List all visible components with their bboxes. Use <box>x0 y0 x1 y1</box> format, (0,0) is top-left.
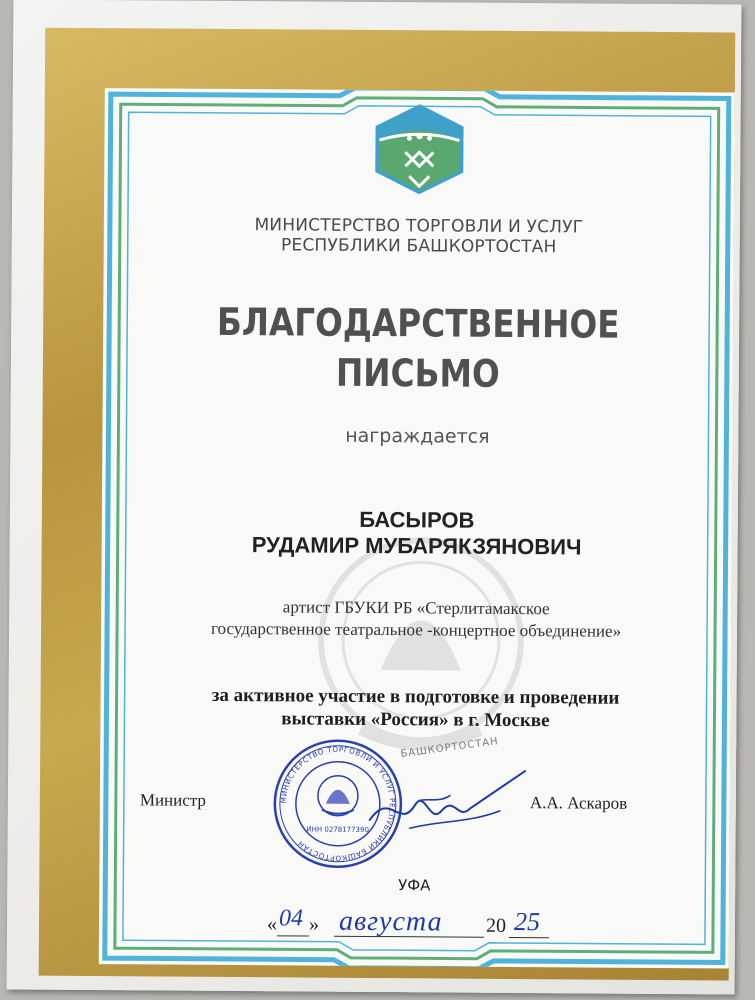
date-day-underline <box>277 935 309 936</box>
document-title-line1: БЛАГОДАРСТВЕННОЕ <box>216 299 620 347</box>
issue-date <box>259 903 579 945</box>
date-close-quote: » <box>308 913 320 936</box>
stamp-inn-text: ИНН 0278177390 <box>306 825 369 834</box>
gold-border <box>39 28 736 981</box>
date-day: 04 <box>278 905 304 932</box>
recipient-surname: БАСЫРОВ <box>359 506 475 533</box>
document-title-line2: ПИСЬМО <box>335 350 500 396</box>
ministry-logo-icon <box>369 100 470 197</box>
ministry-name-line2: РЕСПУБЛИКИ БАШКОРТОСТАН <box>280 235 557 258</box>
awarded-label: награждается <box>345 424 490 448</box>
handwritten-signature <box>360 750 531 851</box>
date-year-suffix: 25 <box>513 906 541 937</box>
award-reason-line2: выставки «Россия» в г. Москве <box>281 708 550 732</box>
recipient-given-names: РУДАМИР МУБАРЯКЗЯНОВИЧ <box>251 532 582 560</box>
recipient-position-line2: государственное театральное -концертное объединение» <box>210 618 622 641</box>
date-month: августа <box>338 905 443 938</box>
certificate-inner-panel <box>99 88 735 968</box>
date-year-underline <box>509 937 549 938</box>
award-reason-line1: за активное участие в подготовке и проведении <box>211 684 620 709</box>
recipient-position-line1: артист ГБУКИ РБ «Стерлитамакское <box>282 597 550 619</box>
ministry-name-line1: МИНИСТЕРСТВО ТОРГОВЛИ И УСЛУГ <box>254 215 584 238</box>
watermark-text: БАШКОРТОСТАН <box>399 736 500 761</box>
city-label: УФА <box>398 876 431 895</box>
signatory-name: А.А. Аскаров <box>529 793 628 813</box>
certificate-paper <box>7 0 742 995</box>
date-year-prefix: 20 <box>485 914 507 937</box>
signatory-title: Министр <box>139 790 207 810</box>
stamp-ring-text: МИНИСТЕРСТВО ТОРГОВЛИ И УСЛУГ РЕСПУБЛИКИ БАШКОРТОСТАН <box>278 744 397 863</box>
date-open-quote: « <box>266 913 278 936</box>
